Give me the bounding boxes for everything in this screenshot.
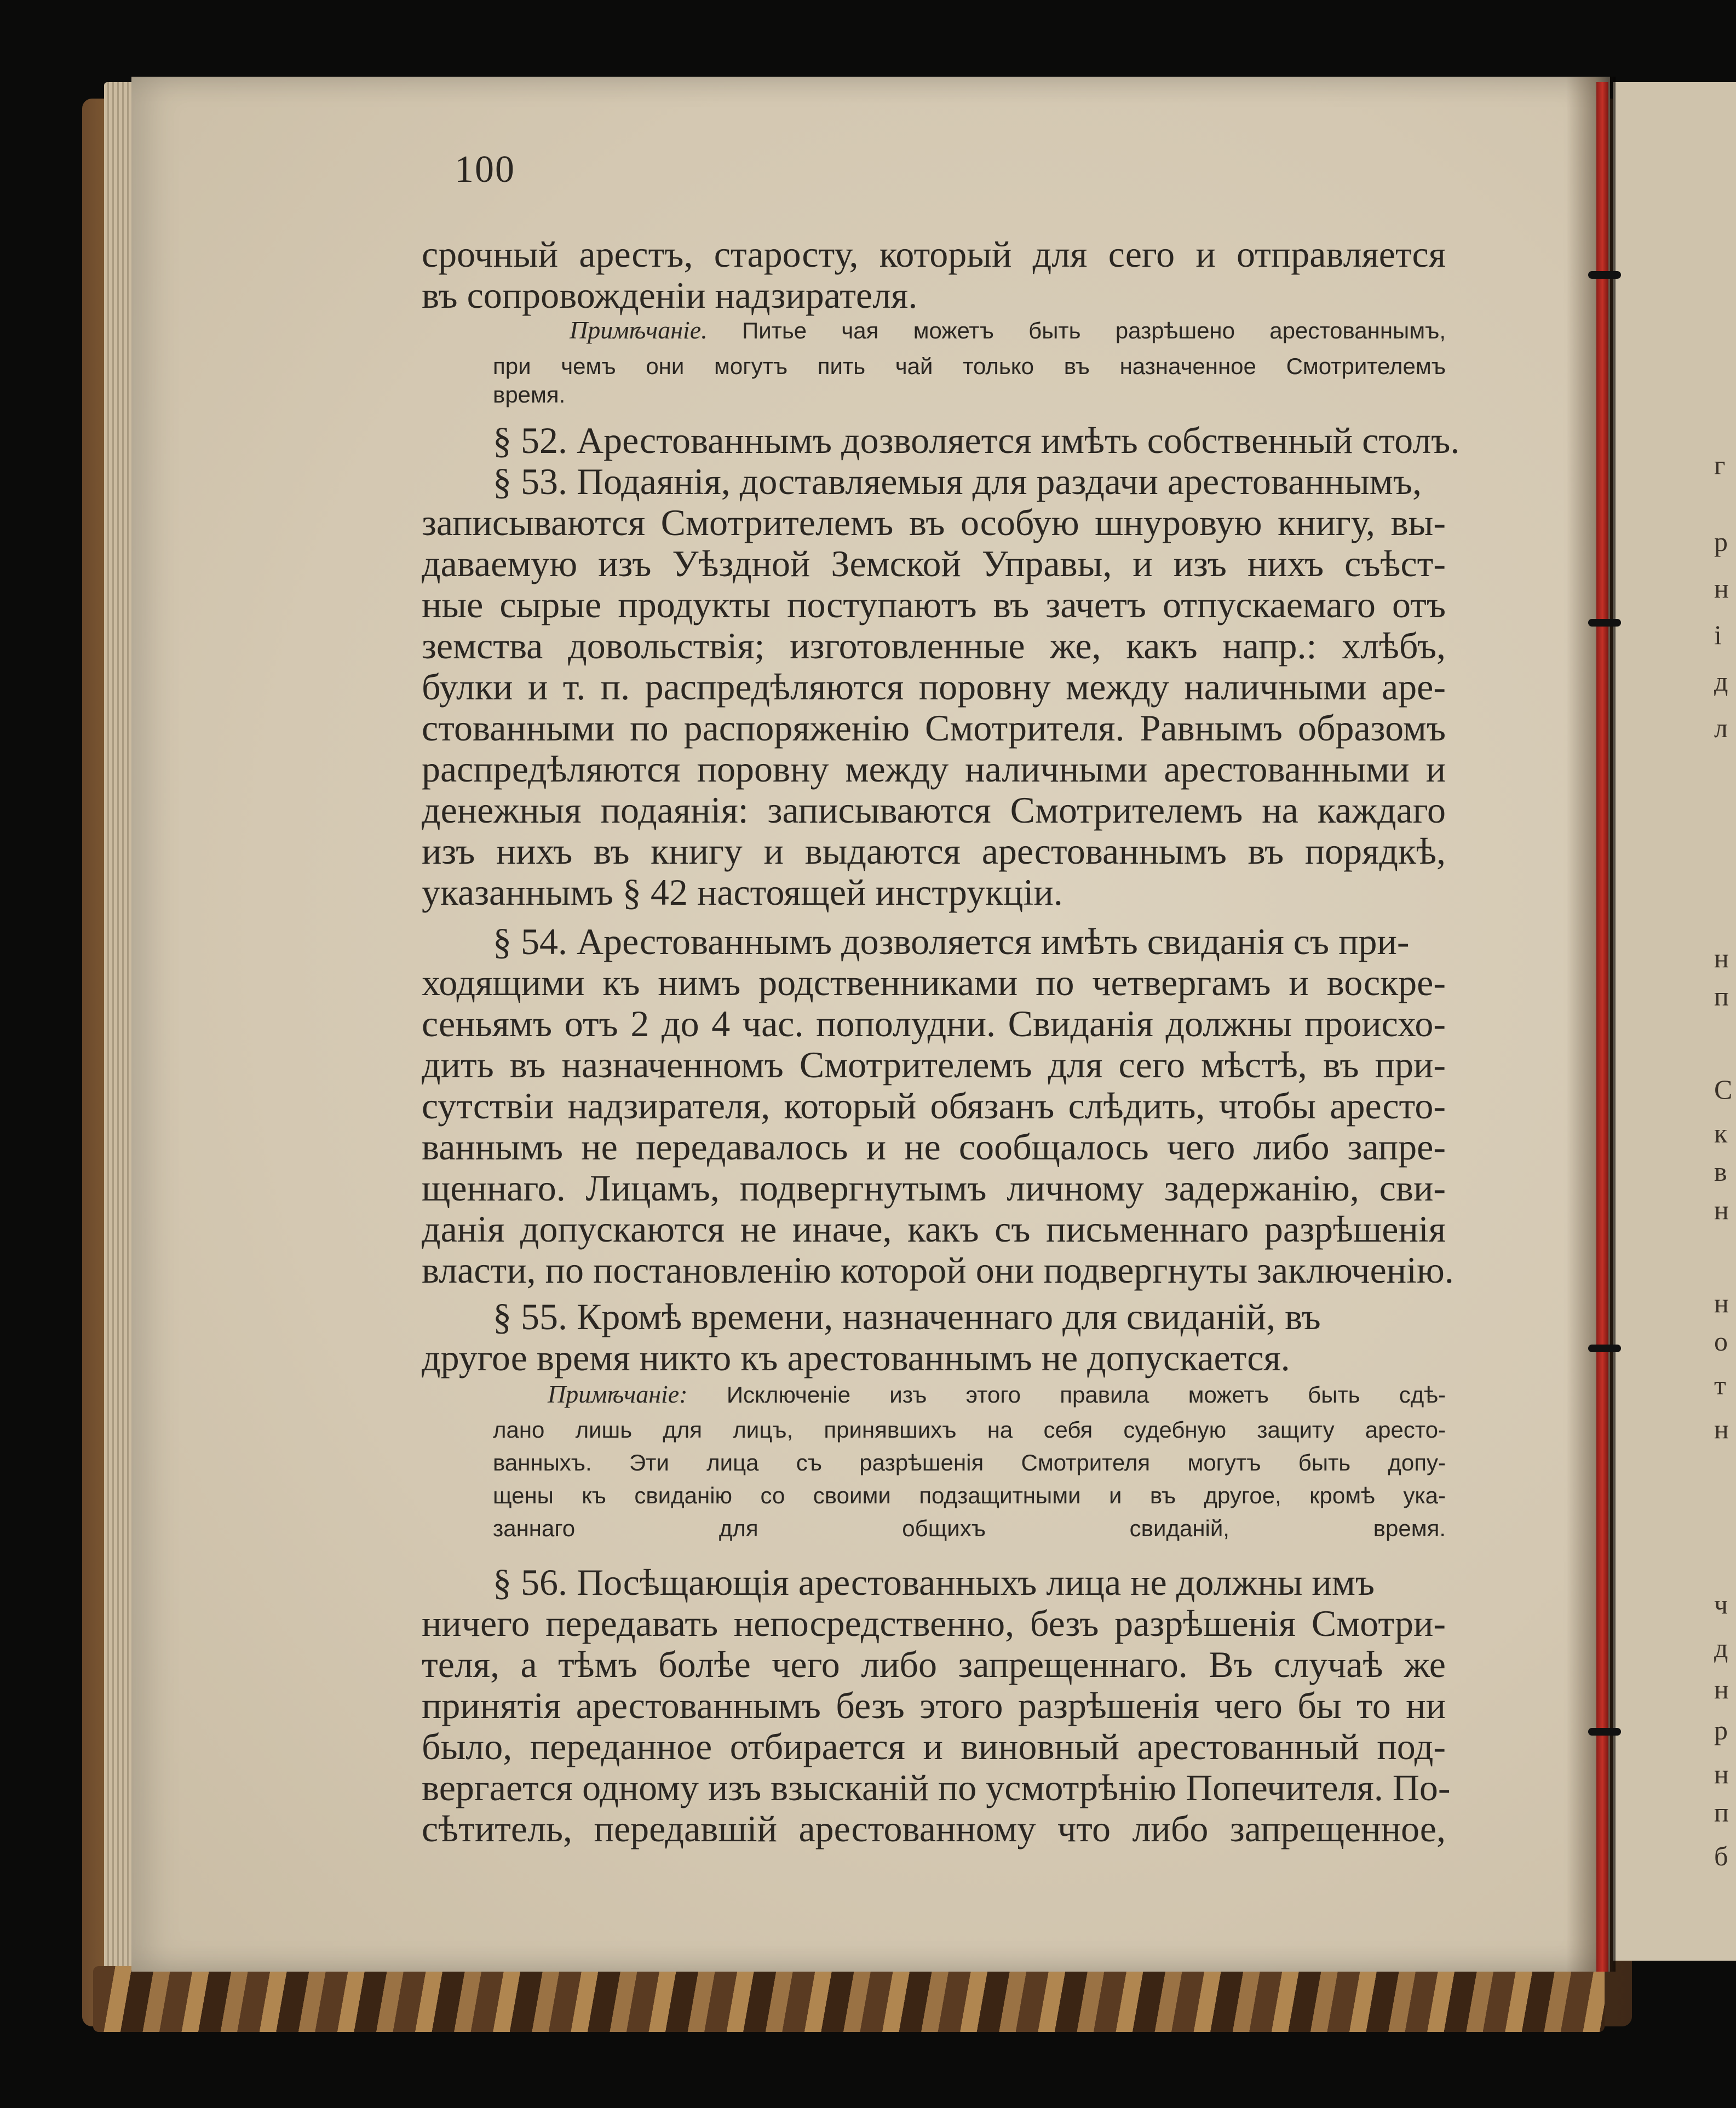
opposite-page-fragment: р [1714, 526, 1728, 557]
text-line: принятія арестованнымъ безъ этого разрѣшенія чего бы то ни [422, 1685, 1446, 1726]
opposite-page-fragment: н [1714, 1759, 1729, 1789]
text-line: даваемую изъ Уѣздной Земской Управы, и изъ нихъ съѣст- [422, 543, 1446, 584]
opposite-page-fragment: д [1714, 1633, 1728, 1663]
opposite-page-fragment: д [1714, 666, 1728, 697]
text-line: § 54. Арестованнымъ дозволяется имѣть свиданія съ при- [493, 921, 1410, 962]
text-line: дить въ назначенномъ Смотрителемъ для сего мѣстѣ, въ при- [422, 1044, 1446, 1085]
text-line: сеньямъ отъ 2 до 4 час. пополудни. Свиданія должны происхо- [422, 1003, 1446, 1044]
opposite-page-fragment: н [1714, 1674, 1729, 1704]
paragraph-52: § 52. Арестованнымъ дозволяется имѣть собственный столъ. [493, 420, 1460, 461]
text-line: другое время никто къ арестованнымъ не допускается. [422, 1337, 1290, 1378]
note-line: ванныхъ. Эти лица съ разрѣшенія Смотрителя могутъ быть допу- [493, 1450, 1446, 1475]
opposite-page-fragment: н [1714, 1414, 1729, 1444]
note-line: время. [493, 382, 566, 407]
note-line: Примѣчаніе. Питье чая можетъ быть разрѣшено арестованнымъ, [570, 316, 1446, 344]
page-number: 100 [455, 148, 515, 191]
text-line: указаннымъ § 42 настоящей инструкціи. [422, 871, 1063, 913]
note-line: Примѣчаніе: Исключеніе изъ этого правила можетъ быть сдѣ- [548, 1380, 1446, 1408]
text-line: изъ нихъ въ книгу и выдаются арестованнымъ въ порядкѣ, [422, 830, 1446, 872]
text-line: вергается одному изъ взысканій по усмотрѣнію Попечителя. По- [422, 1767, 1451, 1808]
text-line: власти, по постановленію которой они подвергнуты заключенію. [422, 1249, 1454, 1291]
text-line: въ сопровожденіи надзирателя. [422, 274, 918, 316]
opposite-page-fragment: г [1714, 450, 1726, 480]
opposite-page-fragment: в [1714, 1156, 1727, 1187]
text-line: § 55. Кромѣ времени, назначеннаго для свиданій, въ [493, 1296, 1321, 1337]
text-line: сутствіи надзирателя, который обязанъ слѣдить, чтобы аресто- [422, 1085, 1446, 1127]
note-line: при чемъ они могутъ пить чай только въ назначенное Смотрителемъ [493, 353, 1446, 379]
opposite-page-fragment: п [1714, 1797, 1729, 1828]
text-line: § 53. Подаянія, доставляемыя для раздачи арестованнымъ, [493, 461, 1422, 502]
text-line: данія допускаются не иначе, какъ съ письменнаго разрѣшенія [422, 1208, 1446, 1250]
opposite-page-fragment: б [1714, 1841, 1728, 1871]
note-line: заннаго для общихъ свиданій, время. [493, 1515, 1446, 1541]
text-line: ходящими къ нимъ родственниками по четвергамъ и воскре- [422, 962, 1446, 1003]
opposite-page-fragment: н [1714, 1288, 1729, 1318]
text-line: щеннаго. Лицамъ, подвергнутымъ личному задержанію, сви- [422, 1167, 1446, 1209]
text-line: § 56. Посѣщающія арестованныхъ лица не должны имъ [493, 1561, 1375, 1603]
text-line: денежныя подаянія: записываются Смотрителемъ на каждаго [422, 789, 1446, 831]
text-line: стованными по распоряженію Смотрителя. Равнымъ образомъ [422, 707, 1446, 749]
text-line: земства довольствія; изготовленные же, какъ напр.: хлѣбъ, [422, 625, 1446, 667]
text-line: сѣтитель, передавшій арестованному что либо запрещенное, [422, 1808, 1446, 1849]
text-line: ваннымъ не передавалось и не сообщалось чего либо запре- [422, 1126, 1446, 1168]
opposite-page-fragment: н [1714, 943, 1729, 973]
opposite-page-fragment: к [1714, 1118, 1728, 1148]
opposite-page-fragment: і [1714, 619, 1722, 650]
opposite-page-fragment: п [1714, 981, 1729, 1012]
text-line: было, переданное отбирается и виновный арестованный под- [422, 1726, 1446, 1767]
text-line: ничего передавать непосредственно, безъ разрѣшенія Смотри- [422, 1602, 1446, 1644]
text-line: распредѣляются поровну между наличными арестованными и [422, 748, 1446, 790]
text-line: теля, а тѣмъ болѣе чего либо запрещеннаго. Въ случаѣ же [422, 1644, 1446, 1685]
opposite-page-fragment: ч [1714, 1589, 1728, 1619]
note-label: Примѣчаніе: [548, 1380, 688, 1408]
note-line: лано лишь для лицъ, принявшихъ на себя судебную защиту аресто- [493, 1417, 1446, 1443]
note-line: щены къ свиданію со своими подзащитными и въ другое, кромѣ ука- [493, 1483, 1446, 1508]
opposite-page-fragment: о [1714, 1326, 1728, 1357]
opposite-page-fragment: л [1714, 713, 1728, 743]
text-line: булки и т. п. распредѣляются поровну между наличными аре- [422, 666, 1446, 708]
opposite-page-fragment: т [1714, 1370, 1726, 1400]
opposite-page-fragment: н [1714, 1194, 1729, 1225]
text-line: записываются Смотрителемъ въ особую шнуровую книгу, вы- [422, 502, 1446, 543]
opposite-page-fragment: С [1714, 1074, 1733, 1105]
opposite-page-fragment: р [1714, 1715, 1728, 1745]
text-line: ные сырые продукты поступаютъ въ зачетъ отпускаемаго отъ [422, 584, 1446, 625]
opposite-page-fragment: н [1714, 573, 1729, 604]
text-line: срочный арестъ, старосту, который для сего и отправляется [422, 233, 1446, 275]
note-label: Примѣчаніе. [570, 316, 708, 344]
